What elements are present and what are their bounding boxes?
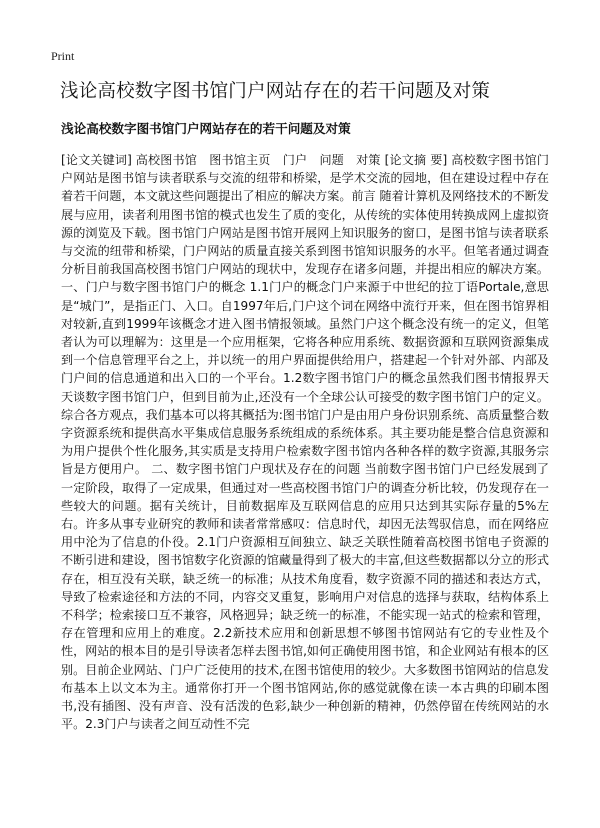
article-title: 浅论高校数字图书馆门户网站存在的若干问题及对策 [60, 81, 491, 102]
article-body: [论文关键词] 高校图书馆 图书馆主页 门户 问题 对策 [论文摘 要] 高校数字图书馆门户网站是图书馆与读者联系与交流的纽带和桥梁，是学术交流的园地，但在建设过程中存在着若干问题，本文就这些问题提出了相应的解决方案。前言 随着计算机及网络技术的不断发展与应用，读者利用图书馆的模式也发生了质的变化，从传统的实体使用转换成网上虚拟资源的浏览及下载。图书馆门户网站是图书馆开展网上知识服务的窗口，是图书馆与读者联系与交流的纽带和桥梁，门户网站的质量直接关系到图书馆知识服务的水平。但笔者通过调查分析目前我国高校图书馆门户网站的现状中，发现存在诸多问题，并提出相应的解决方案。 一、门户与数字图书馆门户的概念 1.1门户的概念门户来源于中世纪的拉丁语Portale,意思是“城门”，是指正门、入口。自1997年后,门户这个词在网络中流行开来，但在图书馆界相对较新,直到1999年该概念才进入图书情报领域。虽然门户这个概念没有统一的定义，但笔者认为可以理解为：这里是一个应用框架，它将各种应用系统、数据资源和互联网资源集成到一个信息管理平台之上，并以统一的用户界面提供给用户，搭建起一个针对外部、内部及门户间的信息通道和出入口的一个平台。1.2数字图书馆门户的概念虽然我们图书情报界天天谈数字图书馆门户，但到目前为止,还没有一个全球公认可接受的数字图书馆门户的定义。综合各方观点，我们基本可以将其概括为:图书馆门户是由用户身份识别系统、高质量整合数字资源系统和提供高水平集成信息服务系统组成的系统体系。其主要功能是整合信息资源和为用户提供个性化服务,其实质是支持用户检索数字图书馆内各种各样的数字资源,其服务宗旨是方便用户。 二、数字图书馆门户现状及存在的问题 当前数字图书馆门户已经发展到了一定阶段，取得了一定成果，但通过对一些高校图书馆门户的调查分析比较，仍发现存在一些较大的问题。据有关统计，目前数据库及互联网信息的应用只达到其实际存量的5%左右。许多从事专业研究的教师和读者常常感叹：信息时代，却因无法驾驭信息，而在网络应用中沦为了信息的仆役。2.1门户资源相互间独立、缺乏关联性随着高校图书馆电子资源的不断引进和建设，图书馆数字化资源的馆藏量得到了极大的丰富,但这些数据都以分立的形式存在，相互没有关联，缺乏统一的标准；从技术角度看，数字资源不同的描述和表达方式，导致了检索途径和方法的不同，内容交叉重复，影响用户对信息的选择与获取，结构体系上不科学；检索接口互不兼容，风格迥异；缺乏统一的标准，不能实现一站式的检索和管理，存在管理和应用上的难度。2.2新技术应用和创新思想不够图书馆网站有它的专业性及个性，网站的根本目的是引导读者怎样去图书馆,如何正确使用图书馆，和企业网站有根本的区别。目前企业网站、门户广泛使用的技术,在图书馆使用的较少。大多数图书馆网站的信息发布基本上以文本为主。通常你打开一个图书馆网站,你的感觉就像在读一本古典的印刷本图书,没有插图、没有声音、没有活泼的色彩,缺少一种创新的精神，仍然停留在传统网站的水平。2.3门户与读者之间互动性不完 [61, 153, 549, 732]
article-subtitle: 浅论高校数字图书馆门户网站存在的若干问题及对策 [61, 121, 351, 136]
print-link[interactable]: Print [51, 49, 75, 63]
